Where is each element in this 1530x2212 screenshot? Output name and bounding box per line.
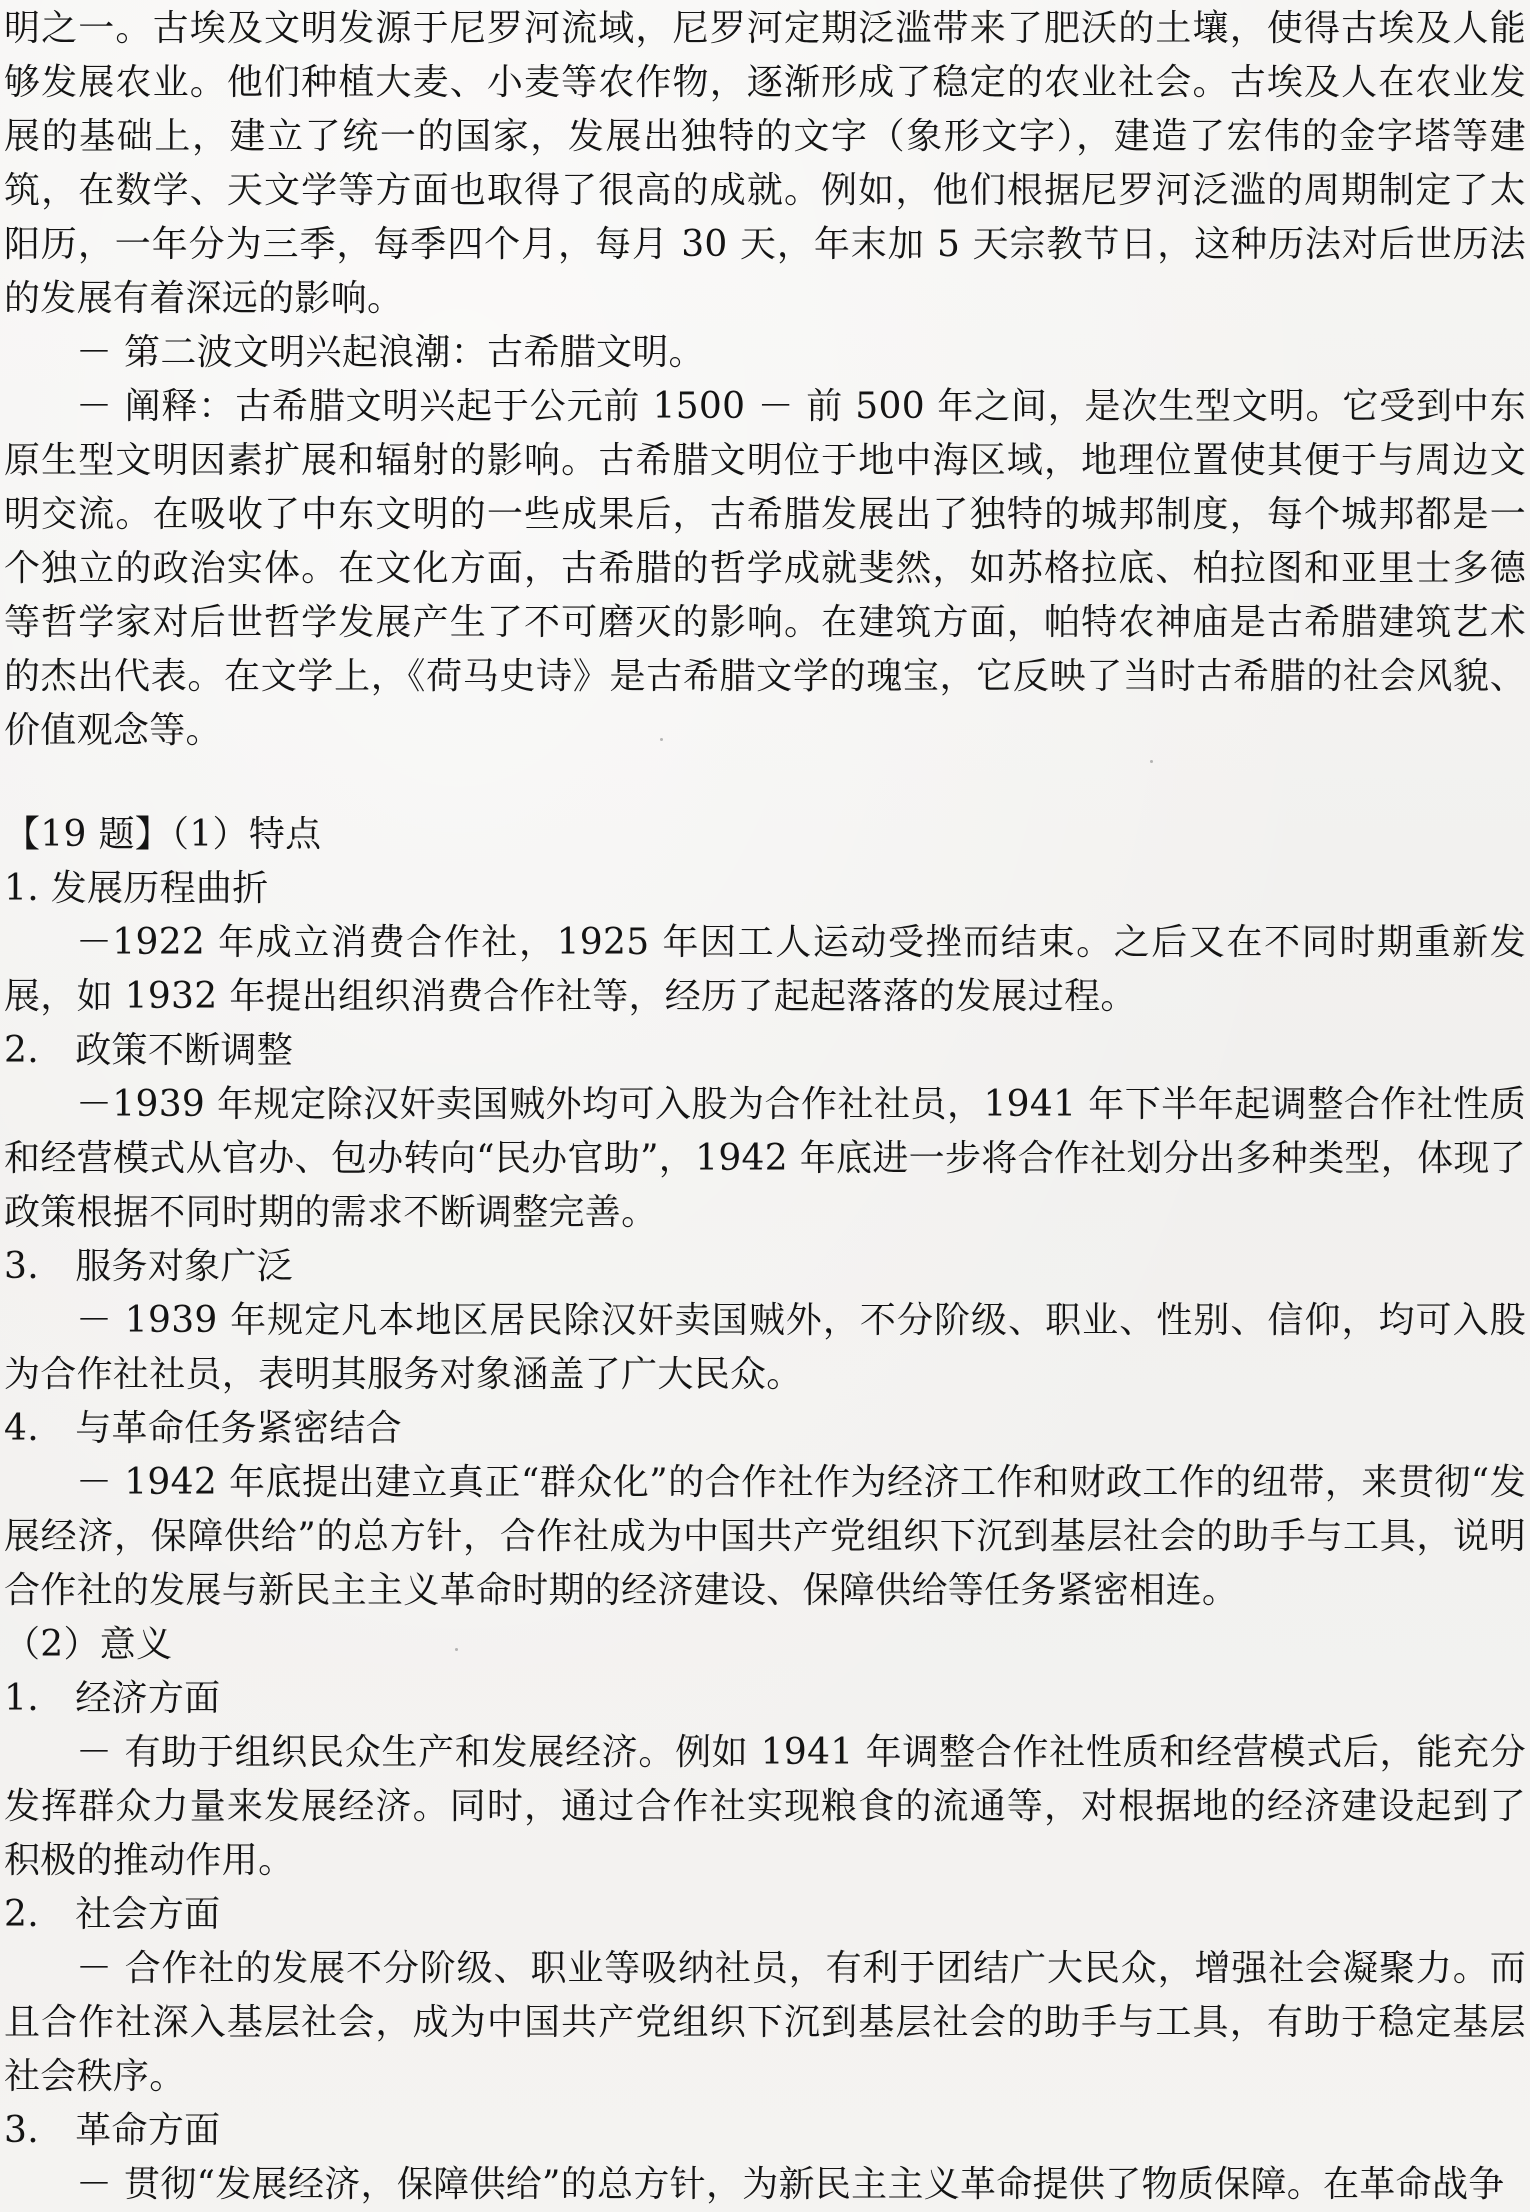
- meaning-2-title: 2. 社会方面: [4, 1894, 221, 1935]
- scan-speck: [660, 738, 663, 741]
- paragraph-greece-explanation: － 阐释：古希腊文明兴起于公元前 1500 － 前 500 年之间，是次生型文明。它受到中东原生型文明因素扩展和辐射的影响。古希腊文明位于地中海区域，地理位置使其便于与周边文明交流。在吸收了中东文明的一些成果后，古希腊发展出了独特的城邦制度，每个城邦都是一个独立的政治实体。在文化方面，古希腊的哲学成就斐然，如苏格拉底、柏拉图和亚里士多德等哲学家对后世哲学发展产生了不可磨灭的影响。在建筑方面，帕特农神庙是古希腊建筑艺术的杰出代表。在文学上，《荷马史诗》是古希腊文学的瑰宝，它反映了当时古希腊的社会风貌、价值观念等。: [4, 386, 1526, 751]
- feature-2-title: 2. 政策不断调整: [4, 1030, 294, 1071]
- feature-4-title: 4. 与革命任务紧密结合: [4, 1408, 402, 1449]
- feature-1-body: －1922 年成立消费合作社，1925 年因工人运动受挫而结束。之后又在不同时期重新发展，如 1932 年提出组织消费合作社等，经历了起起落落的发展过程。: [4, 922, 1526, 1017]
- meaning-2-body: － 合作社的发展不分阶级、职业等吸纳社员，有利于团结广大民众，增强社会凝聚力。而且合作社深入基层社会，成为中国共产党组织下沉到基层社会的助手与工具，有助于稳定基层社会秩序。: [4, 1948, 1526, 2097]
- meaning-1-title: 1. 经济方面: [4, 1678, 221, 1719]
- feature-4-body: － 1942 年底提出建立真正“群众化”的合作社作为经济工作和财政工作的纽带，来贯彻“发展经济，保障供给”的总方针，合作社成为中国共产党组织下沉到基层社会的助手与工具，说明合作社的发展与新民主主义革命时期的经济建设、保障供给等任务紧密相连。: [4, 1462, 1526, 1611]
- scan-speck: [1150, 760, 1153, 763]
- meaning-3-body: － 贯彻“发展经济，保障供给”的总方针，为新民主主义革命提供了物质保障。在革命战争: [76, 2164, 1505, 2205]
- meaning-1-body: － 有助于组织民众生产和发展经济。例如 1941 年调整合作社性质和经营模式后，能充分发挥群众力量来发展经济。同时，通过合作社实现粮食的流通等，对根据地的经济建设起到了积极的推动作用。: [4, 1732, 1526, 1881]
- question-19-heading: 【19 题】（1）特点: [4, 814, 322, 855]
- answer-question-19: [4, 808, 1526, 2212]
- feature-3-title: 3. 服务对象广泛: [4, 1246, 294, 1287]
- meaning-heading: （2）意义: [4, 1624, 173, 1665]
- meaning-3-title: 3. 革命方面: [4, 2110, 221, 2151]
- feature-1-title: 1. 发展历程曲折: [4, 868, 269, 909]
- scan-speck: [455, 1648, 458, 1651]
- paragraph-egypt: 明之一。古埃及文明发源于尼罗河流域，尼罗河定期泛滥带来了肥沃的土壤，使得古埃及人能够发展农业。他们种植大麦、小麦等农作物，逐渐形成了稳定的农业社会。古埃及人在农业发展的基础上，建立了统一的国家，发展出独特的文字（象形文字），建造了宏伟的金字塔等建筑，在数学、天文学等方面也取得了很高的成就。例如，他们根据尼罗河泛滥的周期制定了太阳历，一年分为三季，每季四个月，每月 30 天，年末加 5 天宗教节日，这种历法对后世历法的发展有着深远的影响。: [4, 8, 1526, 319]
- feature-3-body: － 1939 年规定凡本地区居民除汉奸卖国贼外，不分阶级、职业、性别、信仰，均可入股为合作社社员，表明其服务对象涵盖了广大民众。: [4, 1300, 1526, 1395]
- feature-2-body: －1939 年规定除汉奸卖国贼外均可入股为合作社社员，1941 年下半年起调整合作社性质和经营模式从官办、包办转向“民办官助”，1942 年底进一步将合作社划分出多种类型，体现了政策根据不同时期的需求不断调整完善。: [4, 1084, 1526, 1233]
- paragraph-second-wave: － 第二波文明兴起浪潮：古希腊文明。: [76, 332, 705, 373]
- passage-ancient-civilizations: [4, 2, 1526, 758]
